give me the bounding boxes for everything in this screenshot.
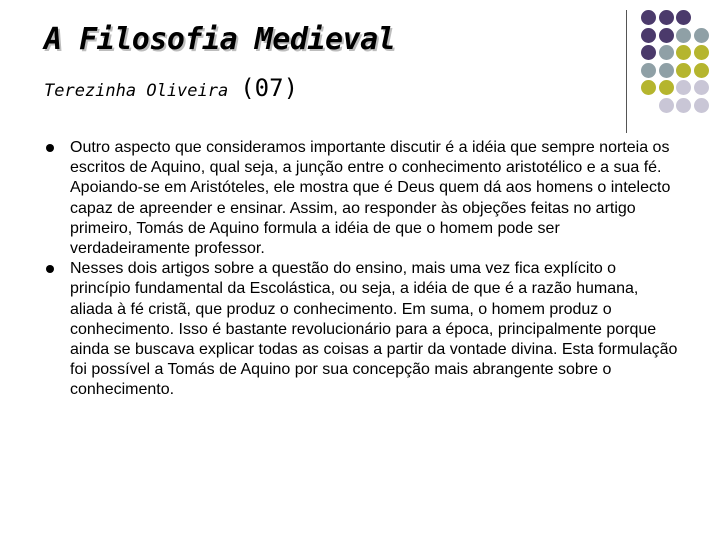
decorative-dot xyxy=(659,63,674,78)
decorative-dot xyxy=(659,28,674,43)
decorative-dot xyxy=(659,10,674,25)
decorative-dot xyxy=(641,63,656,78)
decorative-dot xyxy=(641,28,656,43)
decorative-dot xyxy=(694,45,709,60)
bullet-list xyxy=(44,138,680,401)
bullet-item xyxy=(44,259,680,400)
decorative-dot xyxy=(676,10,691,25)
decorative-dot xyxy=(641,10,656,25)
bullet-text: Nesses dois artigos sobre a questão do ensino, mais uma vez fica explícito o princípio fundamental da Escolástica, ou seja, a idéia de que é a razão humana, aliada à fé cristã, que produz o conhecimento. Em suma, o homem produz o conhecimento. Isso é bastante revolucionário para a época, principalmente porque ainda se buscava explicar todas as coisas a partir da vontade divina. Esta formulação foi possível a Tomás de Aquino por sua concepção mais abrangente sobre o conhecimento. xyxy=(70,260,678,399)
decorative-dot xyxy=(676,98,691,113)
slide-title: A Filosofia Medieval xyxy=(44,22,396,57)
decorative-dot xyxy=(676,80,691,95)
bullet-icon xyxy=(46,144,54,152)
decorative-dot xyxy=(641,80,656,95)
decorative-dot xyxy=(676,63,691,78)
decorative-dot-grid xyxy=(641,10,720,115)
decorative-dot xyxy=(694,98,709,113)
decorative-dot xyxy=(659,80,674,95)
decorative-dot xyxy=(676,45,691,60)
slide-number: (07) xyxy=(240,74,299,102)
decorative-dot xyxy=(694,80,709,95)
bullet-icon xyxy=(46,265,54,273)
decorative-dot xyxy=(694,28,709,43)
bullet-text: Outro aspecto que consideramos importante discutir é a idéia que sempre norteia os escritos de Aquino, qual seja, a junção entre o conhecimento aristotélico e a sua fé. Apoiando-se em Aristóteles, ele mostra que é Deus quem dá aos homens o intelecto capaz de apreender e ensinar. Assim, ao responder às objeções feitas no artigo primeiro, Tomás de Aquino formula a idéia de que o homem pode ser verdadeiramente professor. xyxy=(70,139,671,258)
vertical-divider xyxy=(626,10,627,133)
decorative-dot xyxy=(659,98,674,113)
decorative-dot xyxy=(659,45,674,60)
bullet-item xyxy=(44,138,680,259)
decorative-dot xyxy=(676,28,691,43)
decorative-dot xyxy=(641,45,656,60)
decorative-dot xyxy=(694,63,709,78)
author-name: Terezinha Oliveira xyxy=(44,81,229,101)
subtitle-row xyxy=(44,74,298,102)
